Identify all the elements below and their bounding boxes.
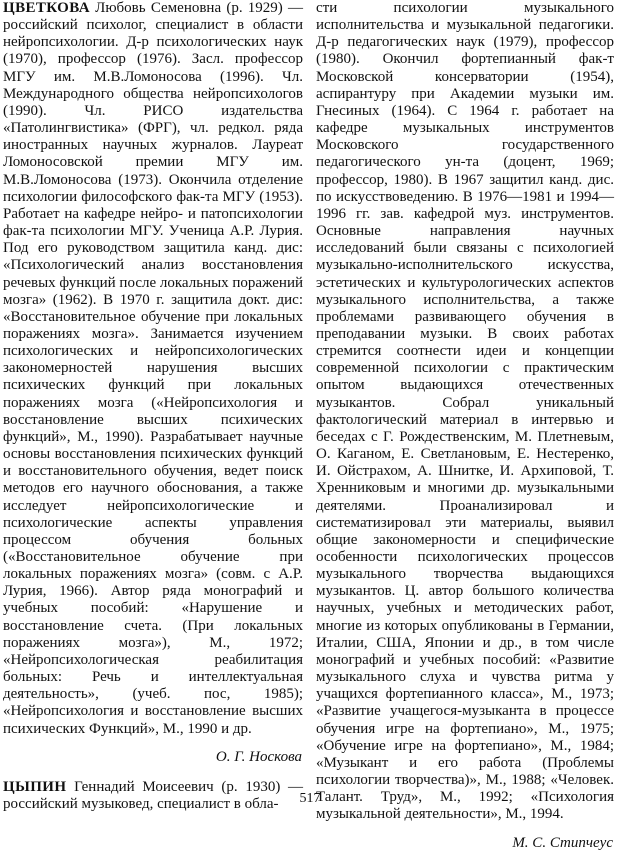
entry-tsypin-continued: сти психологии музыкального исполнительства и музыкальной педагогики. Д-р педагогических наук (1979), профессор (1980). Окончил фортепианный фак-т Московской консерватории (1954), аспирантуру при Академии музыки им. Гнесиных (1964). С 1964 г. работает на кафедре музыкальных инструментов Московского государственного педагогического ун-та (доцент, 1969; профессор, 1980). В 1967 защитил канд. дис. по искусствоведению. В 1976—1981 и 1994—1996 гг. зав. кафедрой муз. инструментов. Основные направления научных исследований были связаны с психологией музыкально-исполнительского искусства, эстетических и культурологических аспектов музыкального исполнительства, а также проблемами развивающего обучения в преподавании музыки. В своих работах стремится соотнести идеи и концепции современной психологии с практическим опытом выдающихся отечественных музыкантов. Собрал уникальный фактологический материал в интервью и беседах с Г. Рождественским, М. Плетневым, О. Каганом, Е. Светлановым, Е. Нестеренко, И. Ойстрахом, А. Шнитке, И. Архиповой, Т. Хренниковым и многими др. музыкальными деятелями. Проанализировал и систематизировал эти материалы, выявил общие закономерности и специфические особенности психологических процессов музыкального творчества выдающихся музыкантов. Ц. автор большого количества научных, учебных и методических работ, многие из которых опубликованы в Германии, Италии, США, Японии и др., в том числе монографий и учебных пособий: «Развитие музыкального слуха и чувства ритма у учащихся фортепианного класса», М., 1973; «Развитие учащегося-музыканта в процессе обучения игре на фортепиано», М., 1975; «Обучение игре на фортепиано», М., 1984; «Музыкант и его работа (Проблемы психологии творчества)», М., 1988; «Человек. Талант. Труд», М., 1992; «Психология музыкальной деятельности», М., 1994. xyxy=(316,0,614,823)
entry-author: М. С. Стипчеус xyxy=(512,834,613,851)
page-number: 517 xyxy=(299,791,321,806)
right-column xyxy=(316,0,614,865)
entry-headword: ЦЫПИН xyxy=(3,778,67,795)
entry-body: Геннадий Моисеевич (р. 1930) — российский музыковед, специалист в обла- xyxy=(3,778,303,813)
left-column xyxy=(3,0,303,813)
entry-headword: ЦВЕТКОВА xyxy=(3,0,90,16)
entry-tsvetkova xyxy=(3,0,303,738)
entry-body: Любовь Семеновна (р. 1929) — российский психолог, специалист в области нейропсихологии. Д-р психологических наук (1970), профессор (1976). Засл. профессор МГУ им. М.В.Ломоносова (1996). Чл. Международного общества нейропсихологов (1990). Чл. РИСО издательства «Патолингвистика» (ФРГ), чл. редкол. ряда иностранных научных журналов. Лауреат Ломоносовской премии МГУ им. М.В.Ломоносова (1973). Окончила отделение психологии философского фак-та МГУ (1953). Работает на кафедре нейро- и патопсихологии фак-та психологии МГУ. Ученица А.Р. Лурия. Под его руководством защитила канд. дис: «Психологический анализ восстановления речевых функций после локальных поражений мозга» (1962). В 1970 г. защитила докт. дис: «Восстановительное обучение при локальных поражениях мозга». Занимается изучением психологических и нейропсихологических закономерностей нарушения высших психических функций при локальных поражениях мозга («Нейропсихология и восстановление высших психических функций», М., 1990). Разрабатывает научные основы восстановления психических функций и восстановительного обучения, ведет поиск методов его научного обоснования, а также исследует нейропсихологические и психологические аспекты управления процессом обучения больных («Восстановительное обучение при локальных поражениях мозга» (совм. с А.Р. Лурия, 1966). Автор ряда монографий и учебных пособий: «Нарушение и восстановление счета. (При локальных поражениях мозга»), М., 1972; «Нейропсихологическая реабилитация больных: Речь и интеллектуальная деятельность», (учеб. пос, 1985); «Нейропсихология и восстановление высших психических Функций», М., 1990 и др. xyxy=(3,0,303,737)
entry-author: О. Г. Носкова xyxy=(215,748,302,765)
